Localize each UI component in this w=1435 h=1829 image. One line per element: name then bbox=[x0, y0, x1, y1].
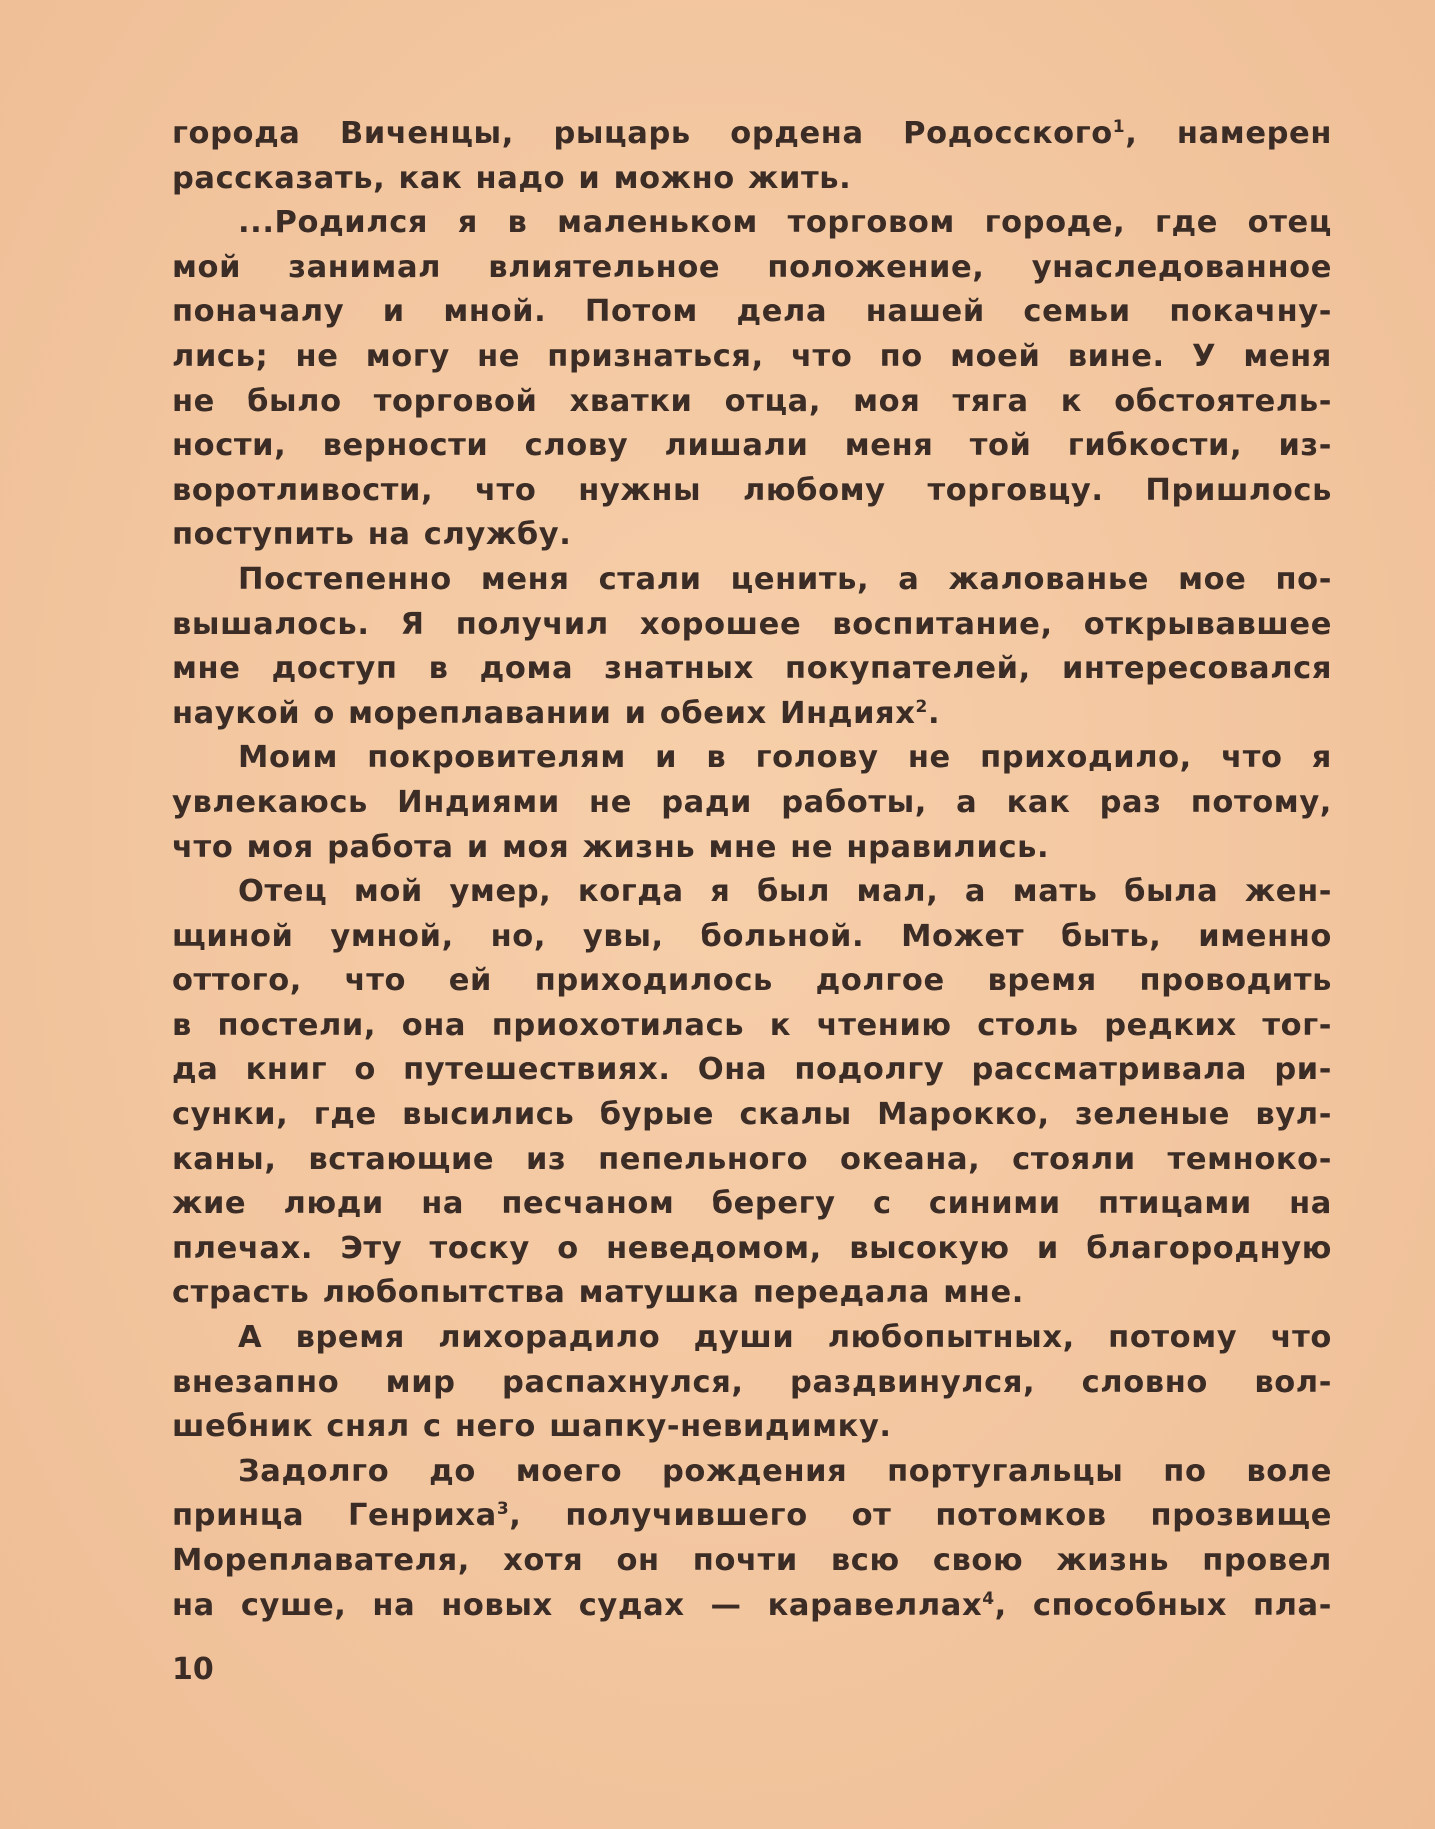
text-line bbox=[172, 424, 1332, 469]
text-line-content: плечах. Эту тоску о неведомом, высокую и благородную bbox=[172, 1230, 1332, 1266]
text-line bbox=[172, 647, 1332, 692]
text-line-continuation: , способных пла- bbox=[994, 1587, 1332, 1623]
text-line-content: вышалось. Я получил хорошее воспитание, открывавшее bbox=[172, 606, 1332, 642]
text-line bbox=[172, 1450, 1332, 1495]
footnote-marker: 3 bbox=[496, 1499, 510, 1520]
text-line-content: города Виченцы, рыцарь ордена Родосского bbox=[172, 116, 1113, 151]
text-line bbox=[172, 959, 1332, 1004]
text-line bbox=[172, 469, 1332, 514]
text-line bbox=[172, 1539, 1332, 1584]
text-line bbox=[172, 1316, 1332, 1361]
text-line-content: принца Генриха bbox=[172, 1498, 497, 1534]
text-line bbox=[172, 603, 1332, 648]
text-line bbox=[172, 1227, 1332, 1272]
text-line bbox=[172, 692, 1332, 737]
text-line-content: внезапно мир распахнулся, раздвинулся, словно вол- bbox=[172, 1364, 1332, 1400]
text-line bbox=[172, 826, 1332, 871]
text-line-content: оттого, что ей приходилось долгое время проводить bbox=[172, 963, 1332, 999]
text-line-content: Постепенно меня стали ценить, а жалованье мое по- bbox=[238, 561, 1332, 597]
footnote-marker: 2 bbox=[915, 696, 928, 717]
text-line-content: на суше, на новых судах — каравеллах bbox=[172, 1587, 983, 1623]
text-line bbox=[172, 558, 1332, 603]
text-line bbox=[172, 1182, 1332, 1227]
text-line-content: увлекаюсь Индиями не ради работы, а как раз потому, bbox=[172, 784, 1332, 820]
text-line-continuation: . bbox=[927, 695, 941, 731]
text-line-continuation: , получившего от потомков прозвище bbox=[509, 1498, 1332, 1534]
text-line bbox=[172, 1271, 1332, 1316]
page-number: 10 bbox=[172, 1652, 214, 1687]
text-line bbox=[172, 157, 1332, 202]
text-line bbox=[172, 112, 1332, 157]
text-line bbox=[172, 246, 1332, 291]
footnote-marker: 4 bbox=[982, 1588, 995, 1609]
text-line-content: ...Родился я в маленьком торговом городе, где отец bbox=[238, 205, 1332, 241]
text-line bbox=[172, 1093, 1332, 1138]
text-line bbox=[172, 1004, 1332, 1049]
text-line bbox=[172, 736, 1332, 781]
text-line-content: мой занимал влиятельное положение, унаследованное bbox=[172, 249, 1332, 285]
text-line-content: ности, верности слову лишали меня той гибкости, из- bbox=[172, 428, 1332, 464]
text-line-continuation: , намерен bbox=[1125, 116, 1332, 151]
text-line bbox=[172, 1361, 1332, 1406]
text-line bbox=[172, 201, 1332, 246]
text-line-content: не было торговой хватки отца, моя тяга к обстоятель- bbox=[172, 383, 1332, 419]
text-line bbox=[172, 335, 1332, 380]
text-line-content: жие люди на песчаном берегу с синими птицами на bbox=[172, 1186, 1332, 1222]
text-line bbox=[172, 1048, 1332, 1093]
text-line bbox=[172, 380, 1332, 425]
text-line-content: Мореплавателя, хотя он почти всю свою жизнь провел bbox=[172, 1543, 1332, 1578]
text-line bbox=[172, 870, 1332, 915]
text-line-content: поступить на службу. bbox=[172, 517, 572, 553]
text-line-content: каны, встающие из пепельного океана, стояли темноко- bbox=[172, 1141, 1332, 1177]
text-line-content: А время лихорадило души любопытных, потому что bbox=[238, 1320, 1332, 1356]
text-line-content: Моим покровителям и в голову не приходило, что я bbox=[238, 740, 1332, 776]
text-line-content: лись; не могу не признаться, что по моей вине. У меня bbox=[172, 338, 1332, 374]
text-line bbox=[172, 290, 1332, 335]
text-line-content: шебник снял с него шапку-невидимку. bbox=[172, 1409, 892, 1445]
text-line-content: наукой о мореплавании и обеих Индиях bbox=[172, 695, 916, 731]
text-line-content: да книг о путешествиях. Она подолгу рассматривала ри- bbox=[172, 1052, 1332, 1088]
text-line-content: щиной умной, но, увы, больной. Может быть, именно bbox=[172, 918, 1332, 954]
text-line bbox=[172, 1138, 1332, 1183]
text-line bbox=[172, 915, 1332, 960]
text-line-content: Задолго до моего рождения португальцы по воле bbox=[238, 1453, 1332, 1489]
text-line-content: что моя работа и моя жизнь мне не нравились. bbox=[172, 829, 1050, 865]
text-line-content: мне доступ в дома знатных покупателей, интересовался bbox=[172, 651, 1332, 687]
text-line bbox=[172, 1405, 1332, 1450]
text-line-content: страсть любопытства матушка передала мне. bbox=[172, 1275, 1024, 1311]
footnote-marker: 1 bbox=[1112, 116, 1126, 137]
text-line-content: в постели, она приохотилась к чтению столь редких тог- bbox=[172, 1007, 1332, 1043]
text-line bbox=[172, 1584, 1332, 1629]
text-line-content: воротливости, что нужны любому торговцу. Пришлось bbox=[172, 472, 1332, 508]
body-text bbox=[172, 112, 1332, 1628]
text-line bbox=[172, 1494, 1332, 1539]
text-line-content: сунки, где высились бурые скалы Марокко, зеленые вул- bbox=[172, 1097, 1332, 1133]
text-line bbox=[172, 781, 1332, 826]
text-line-content: рассказать, как надо и можно жить. bbox=[172, 160, 852, 196]
text-line-content: Отец мой умер, когда я был мал, а мать была жен- bbox=[238, 874, 1332, 910]
text-line bbox=[172, 513, 1332, 558]
text-line-content: поначалу и мной. Потом дела нашей семьи покачну- bbox=[172, 294, 1332, 330]
